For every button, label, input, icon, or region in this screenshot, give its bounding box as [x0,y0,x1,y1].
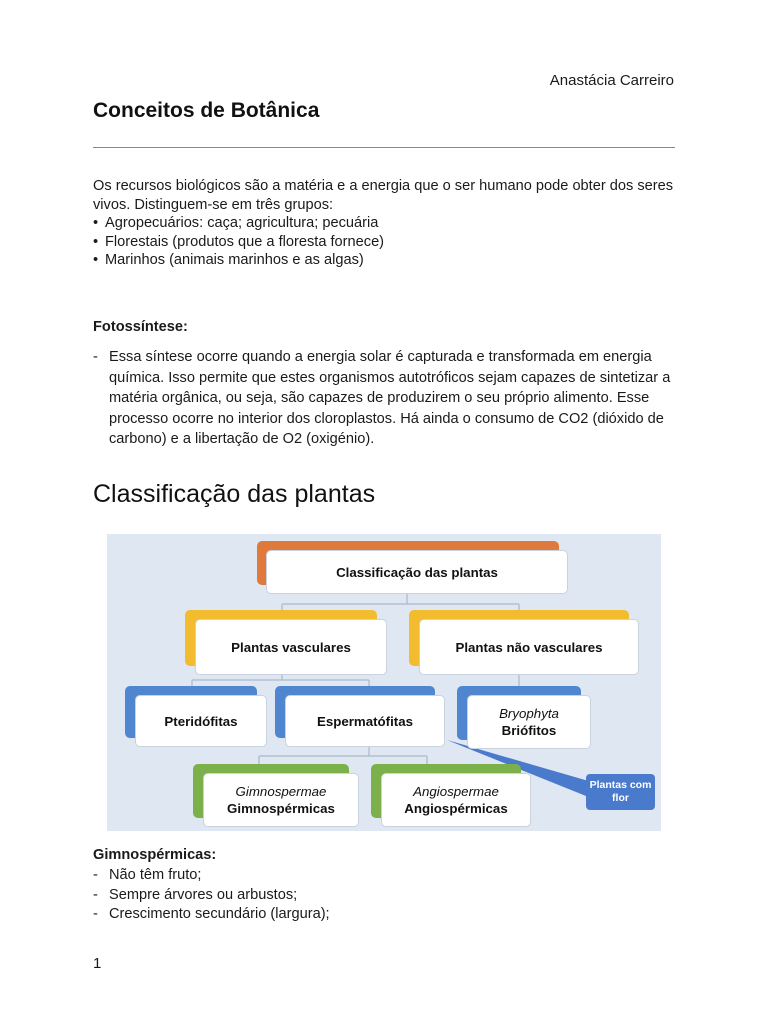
list-item-text: Não têm fruto; [109,867,202,883]
node-briofitos-latin: Bryophyta [499,706,559,721]
node-gimnospermicas-box [203,773,359,827]
list-item: - Não têm fruto; [93,866,330,886]
list-item-text: Crescimento secundário (largura); [109,906,330,922]
node-nonvascular-label: Plantas não vasculares [419,619,639,675]
page-number: 1 [93,955,102,972]
list-item: - Sempre árvores ou arbustos; [93,886,330,906]
list-item: • Agropecuários: caça; agricultura; pecuária [93,215,379,232]
node-pteridofitas-label: Pteridófitas [135,695,267,747]
node-gimnospermicas-latin: Gimnospermae [235,784,327,799]
document-title: Conceitos de Botânica [93,99,320,122]
node-vascular-label: Plantas vasculares [195,619,387,675]
bullet-text: Florestais (produtos que a floresta fornece) [105,233,385,250]
gimnospermicas-heading: Gimnospérmicas: [93,847,217,863]
node-root-label: Classificação das plantas [266,550,568,594]
list-item-text: Sempre árvores ou arbustos; [109,886,298,903]
node-briofitos-box [467,695,591,749]
node-angiospermicas-box [381,773,531,827]
bullet-text: Marinhos (animais marinhos e as algas) [105,252,364,269]
title-divider [93,147,675,148]
classification-diagram [107,534,661,831]
author-name: Anastácia Carreiro [549,72,674,89]
node-angiospermicas-label: Angiospérmicas [404,801,508,816]
gimnospermicas-list [93,866,330,925]
callout-plantas-com-flor: Plantas com flor [586,774,655,810]
list-item: • Marinhos (animais marinhos e as algas) [93,252,364,269]
list-item: - Crescimento secundário (largura); [93,905,330,925]
node-espermatofitas-label: Espermatófitas [285,695,445,747]
fotossintese-text: Essa síntese ocorre quando a energia solar é capturada e transformada em energia química. Isso permite que estes organismos autotróficos sejam capazes de sintetizar a matéria orgânica, ou seja, são capazes de produzirem o seu próprio alimento. Esse processo ocorre no interior dos cloroplastos. Há ainda o consumo de CO2 (dióxido de carbono) e a libertação de O2 (oxigénio). [109,349,671,447]
classificacao-heading: Classificação das plantas [93,480,376,508]
bullet-text: Agropecuários: caça; agricultura; pecuária [105,215,379,232]
fotossintese-item: - Essa síntese ocorre quando a energia solar é capturada e transformada em energia química. Isso permite que estes organismos autotróficos sejam capazes de sintetizar a matéria orgânica, ou seja, são capazes de produzirem o seu próprio alimento. Esse processo ocorre no interior dos cloroplastos. Há ainda o consumo de CO2 (dióxido de carbono) e a libertação de O2 (oxigénio). [93,347,673,450]
node-gimnospermicas-label: Gimnospérmicas [227,801,335,816]
intro-paragraph: Os recursos biológicos são a matéria e a energia que o ser humano pode obter dos seres vivos. Distinguem-se em três grupos: [93,178,674,213]
node-briofitos-label: Briófitos [501,723,557,738]
node-angiospermicas-latin: Angiospermae [413,784,499,799]
fotossintese-heading: Fotossíntese: [93,319,188,335]
list-item: • Florestais (produtos que a floresta fornece) [93,233,385,250]
intro-section [93,177,683,270]
